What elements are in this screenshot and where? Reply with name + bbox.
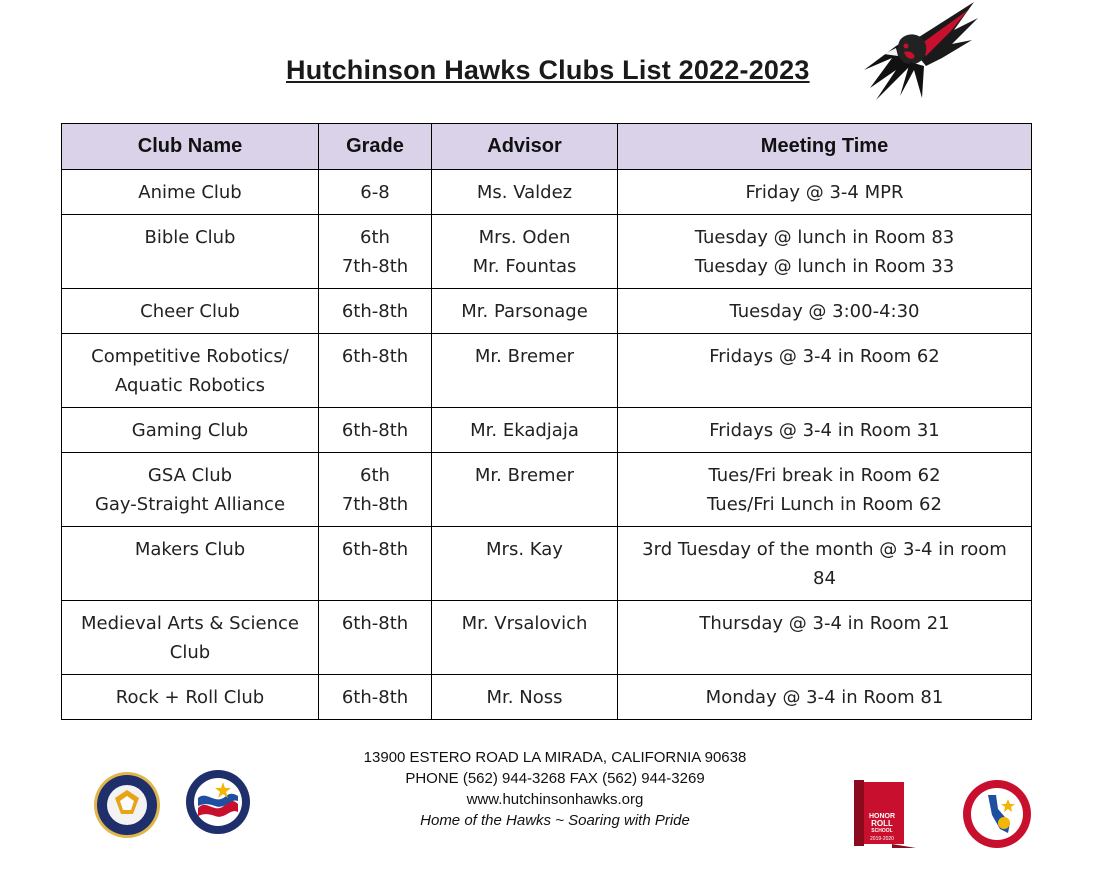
- meeting-time-cell: Fridays @ 3-4 in Room 62: [618, 334, 1032, 408]
- column-header-club-name: Club Name: [62, 124, 319, 170]
- advisor-cell: Mrs. Kay: [432, 527, 618, 601]
- advisor-cell: Mr. Bremer: [432, 453, 618, 527]
- advisor-cell: Mr. Noss: [432, 675, 618, 720]
- grade-cell: 6th 7th-8th: [319, 215, 432, 289]
- california-schools-to-watch-seal-icon: [962, 779, 1032, 849]
- column-header-grade: Grade: [319, 124, 432, 170]
- meeting-time-cell: Fridays @ 3-4 in Room 31: [618, 408, 1032, 453]
- hawk-mascot-icon: [856, 0, 980, 104]
- club-name-cell: Gaming Club: [62, 408, 319, 453]
- grade-cell: 6th-8th: [319, 675, 432, 720]
- honor-roll-school-banner-icon: [852, 778, 918, 850]
- grade-cell: 6th-8th: [319, 289, 432, 334]
- svg-text:SCHOOL: SCHOOL: [871, 828, 893, 834]
- advisor-cell: Mr. Ekadjaja: [432, 408, 618, 453]
- advisor-cell: Mr. Vrsalovich: [432, 601, 618, 675]
- meeting-time-cell: Tuesday @ lunch in Room 83 Tuesday @ lunch in Room 33: [618, 215, 1032, 289]
- table-row: [62, 453, 1032, 527]
- advisor-cell: Mr. Parsonage: [432, 289, 618, 334]
- table-row: [62, 334, 1032, 408]
- grade-cell: 6th-8th: [319, 527, 432, 601]
- table-header-row: [62, 124, 1032, 170]
- table-row: [62, 675, 1032, 720]
- table-row: [62, 215, 1032, 289]
- club-name-cell: GSA Club Gay-Straight Alliance: [62, 453, 319, 527]
- club-name-cell: Rock + Roll Club: [62, 675, 319, 720]
- svg-text:ROLL: ROLL: [871, 819, 893, 828]
- svg-text:HONOR: HONOR: [868, 813, 896, 820]
- club-name-cell: Competitive Robotics/ Aquatic Robotics: [62, 334, 319, 408]
- school-address: 13900 ESTERO ROAD LA MIRADA, CALIFORNIA 90638: [363, 749, 747, 766]
- meeting-time-cell: Monday @ 3-4 in Room 81: [618, 675, 1032, 720]
- table-row: [62, 527, 1032, 601]
- school-phone-fax: PHONE (562) 944-3268 FAX (562) 944-3269: [405, 770, 705, 787]
- meeting-time-cell: 3rd Tuesday of the month @ 3-4 in room 84: [618, 527, 1032, 601]
- advisor-cell: Mrs. Oden Mr. Fountas: [432, 215, 618, 289]
- advisor-cell: Ms. Valdez: [432, 170, 618, 215]
- meeting-time-cell: Tues/Fri break in Room 62 Tues/Fri Lunch in Room 62: [618, 453, 1032, 527]
- grade-cell: 6th-8th: [319, 601, 432, 675]
- svg-text:2019-2020: 2019-2020: [870, 836, 894, 842]
- club-name-cell: Bible Club: [62, 215, 319, 289]
- grade-cell: 6th-8th: [319, 408, 432, 453]
- table-row: [62, 289, 1032, 334]
- column-header-meeting-time: Meeting Time: [618, 124, 1032, 170]
- club-name-cell: Cheer Club: [62, 289, 319, 334]
- table-row: [62, 601, 1032, 675]
- table-row: [62, 170, 1032, 215]
- school-website-link[interactable]: www.hutchinsonhawks.org: [466, 791, 644, 808]
- grade-cell: 6th-8th: [319, 334, 432, 408]
- grade-cell: 6th 7th-8th: [319, 453, 432, 527]
- column-header-advisor: Advisor: [432, 124, 618, 170]
- blue-ribbon-school-seal-icon: [93, 770, 161, 840]
- advisor-cell: Mr. Bremer: [432, 334, 618, 408]
- meeting-time-cell: Thursday @ 3-4 in Room 21: [618, 601, 1032, 675]
- page-title: Hutchinson Hawks Clubs List 2022-2023: [286, 55, 810, 85]
- california-distinguished-school-seal-icon: [185, 768, 251, 836]
- club-name-cell: Makers Club: [62, 527, 319, 601]
- school-motto: Home of the Hawks ~ Soaring with Pride: [420, 812, 690, 829]
- club-name-cell: Medieval Arts & Science Club: [62, 601, 319, 675]
- meeting-time-cell: Friday @ 3-4 MPR: [618, 170, 1032, 215]
- meeting-time-cell: Tuesday @ 3:00-4:30: [618, 289, 1032, 334]
- grade-cell: 6-8: [319, 170, 432, 215]
- clubs-table: [61, 123, 1032, 720]
- club-name-cell: Anime Club: [62, 170, 319, 215]
- table-row: [62, 408, 1032, 453]
- school-contact-footer: [300, 747, 810, 831]
